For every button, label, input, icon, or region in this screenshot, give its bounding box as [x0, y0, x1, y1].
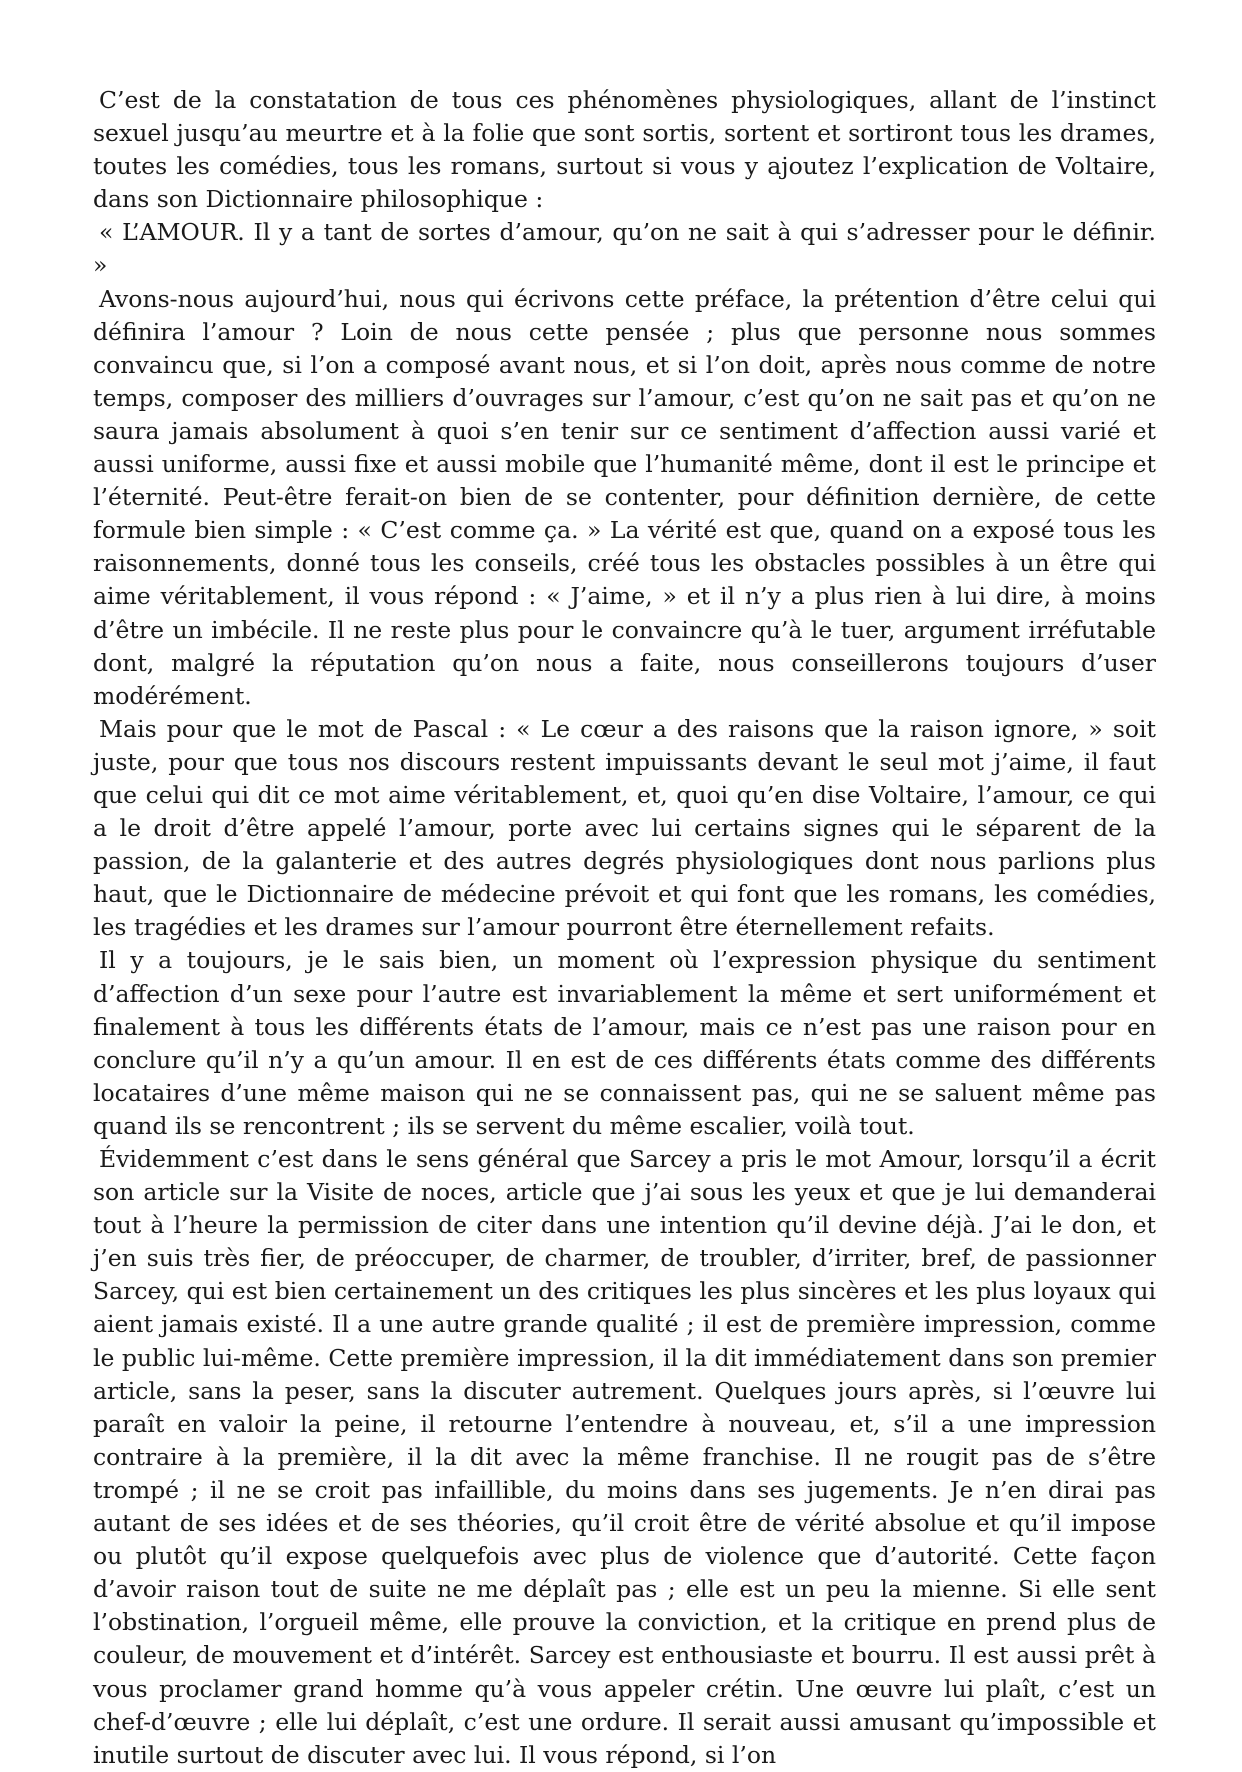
paragraph-4: Mais pour que le mot de Pascal : « Le cœur a des raisons que la raison ignore, » soit juste, pour que tous nos discours restent impuissants devant le seul mot j’aime, il faut que celui qui dit ce mot aime véritablement, et, quoi qu’en dise Voltaire, l’amour, ce qui a le droit d’être appelé l’amour, porte avec lui certains signes qui le séparent de la passion, de la galanterie et des autres degrés physiologiques dont nous parlions plus haut, que le Dictionnaire de médecine prévoit et qui font que les romans, les comédies, les tragédies et les drames sur l’amour pourront être éternellement refaits. [93, 714, 1156, 942]
document-page [93, 84, 1156, 1772]
paragraph-6: Évidemment c’est dans le sens général que Sarcey a pris le mot Amour, lorsqu’il a écrit son article sur la Visite de noces, article que j’ai sous les yeux et que je lui demanderai tout à l’heure la permission de citer dans une intention qu’il devine déjà. J’ai le don, et j’en suis très fier, de préoccuper, de charmer, de troubler, d’irriter, bref, de passionner Sarcey, qui est bien certainement un des critiques les plus sincères et les plus loyaux qui aient jamais existé. Il a une autre grande qualité ; il est de première impression, comme le public lui-même. Cette première impression, il la dit immédiatement dans son premier article, sans la peser, sans la discuter autrement. Quelques jours après, si l’œuvre lui paraît en valoir la peine, il retourne l’entendre à nouveau, et, s’il a une impression contraire à la première, il la dit avec la même franchise. Il ne rougit pas de s’être trompé ; il ne se croit pas infaillible, du moins dans ses jugements. Je n’en dirai pas autant de ses idées et de ses théories, qu’il croit être de vérité absolue et qu’il impose ou plutôt qu’il expose quelquefois avec plus de violence que d’autorité. Cette façon d’avoir raison tout de suite ne me déplaît pas ; elle est un peu la mienne. Si elle sent l’obstination, l’orgueil même, elle prouve la conviction, et la critique en prend plus de couleur, de mouvement et d’intérêt. Sarcey est enthousiaste et bourru. Il est aussi prêt à vous proclamer grand homme qu’à vous appeler crétin. Une œuvre lui plaît, c’est un chef-d’œuvre ; elle lui déplaît, c’est une ordure. Il serait aussi amusant qu’impossible et inutile surtout de discuter avec lui. Il vous répond, si l’on [93, 1145, 1156, 1769]
paragraph-3: Avons-nous aujourd’hui, nous qui écrivons cette préface, la prétention d’être celui qui définira l’amour ? Loin de nous cette pensée ; plus que personne nous sommes convaincu que, si l’on a composé avant nous, et si l’on doit, après nous comme de notre temps, composer des milliers d’ouvrages sur l’amour, c’est qu’on ne sait pas et qu’on ne saura jamais absolument à quoi s’en tenir sur ce sentiment d’affection aussi varié et aussi uniforme, aussi fixe et aussi mobile que l’humanité même, dont il est le principe et l’éternité. Peut-être ferait-on bien de se contenter, pour définition dernière, de cette formule bien simple : « C’est comme ça. » La vérité est que, quand on a exposé tous les raisonnements, donné tous les conseils, créé tous les obstacles possibles à un être qui aime véritablement, il vous répond : « J’aime, » et il n’y a plus rien à lui dire, à moins d’être un imbécile. Il ne reste plus pour le convaincre qu’à le tuer, argument irréfutable dont, malgré la réputation qu’on nous a faite, nous conseillerons toujours d’user modérément. [93, 284, 1156, 710]
paragraph-5: Il y a toujours, je le sais bien, un moment où l’expression physique du sentiment d’affection d’un sexe pour l’autre est invariablement la même et sert uniformément et finalement à tous les différents états de l’amour, mais ce n’est pas une raison pour en conclure qu’il n’y a qu’un amour. Il en est de ces différents états comme des différents locataires d’une même maison qui ne se connaissent pas, qui ne se saluent même pas quand ils se rencontrent ; ils se servent du même escalier, voilà tout. [93, 946, 1156, 1140]
paragraph-1: C’est de la constatation de tous ces phénomènes physiologiques, allant de l’instinct sexuel jusqu’au meurtre et à la folie que sont sortis, sortent et sortiront tous les drames, toutes les comédies, tous les romans, surtout si vous y ajoutez l’explication de Voltaire, dans son Dictionnaire philosophique : [93, 86, 1156, 214]
paragraph-2-quote: « L’AMOUR. Il y a tant de sortes d’amour, qu’on ne sait à qui s’adresser pour le définir. » [93, 218, 1156, 280]
